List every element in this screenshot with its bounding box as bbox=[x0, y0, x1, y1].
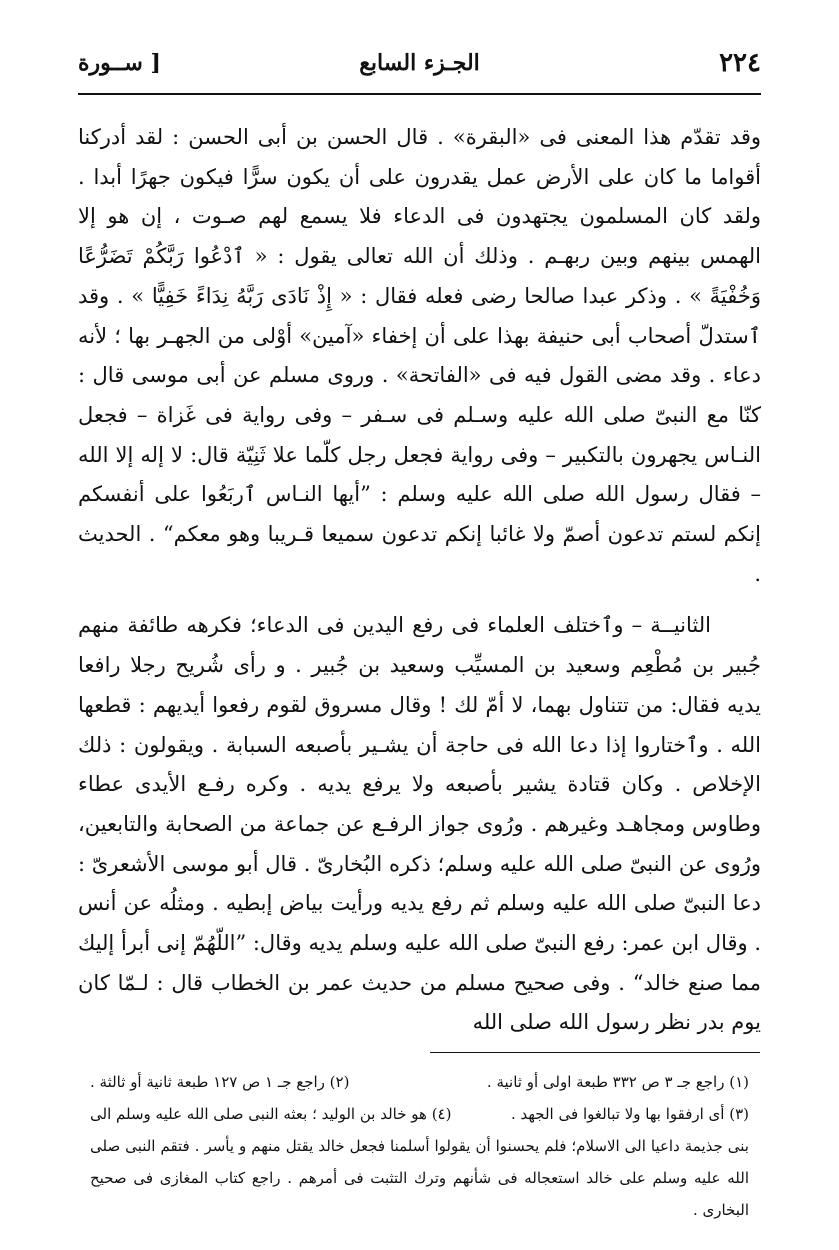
footnote-4: (٤) هو خالد بن الوليد ؛ بعثه النبى صلى الله عليه وسلم الى bbox=[90, 1105, 452, 1123]
footnote-2: (٢) راجع جـ ١ ص ١٢٧ طبعة ثانية أو ثالثة . bbox=[90, 1073, 350, 1091]
paragraph-2: الثانيــة – وٱختلف العلماء فى رفع اليدين فى الدعاء؛ فكرهه طائفة منهم جُبير بن مُطْعِم وسعيد بن المسيِّب وسعيد بن جُبير . و رأى شُريح رجلا رافعا يديه فقال: من تتناول بهما، لا أمّ لك ! وقال مسروق لقوم رفعوا أيديهم : قطعها الله . وٱختاروا إذا دعا الله فى حاجة أن يشـير بأصبعه السبابة . ويقولون : ذلك الإخلاص . وكان قتادة يشير بأصبعه ولا يرفع يديه . وكره رفـع الأيدى عطاء وطاوس ومجاهـد وغيرهم . ورُوى جواز الرفـع عن جماعة من الصحابة والتابعين، ورُوى عن النبىّ صلى الله عليه وسلم؛ ذكره البُخارىّ . قال أبو موسى الأشعرىّ : دعا النبىّ صلى الله عليه وسلم ثم رفع يديه ورأيت بياض إبطيه . ومثلُه عن أنس . وقال ابن عمر: رفع النبىّ صلى الله عليه وسلم يديه وقال: ”اللّهُمّ إنى أبرأ إليك مما صنع خالد“ . وفى صحيح مسلم من حديث عمر بن الخطاب قال : لـمّا كان يوم بدر نظر رسول الله صلى الله bbox=[78, 613, 761, 1035]
footnote-divider bbox=[430, 1052, 760, 1053]
main-text bbox=[78, 118, 761, 1043]
footnote-3: (٣) أى ارفقوا بها ولا تبالغوا فى الجهد . bbox=[510, 1105, 749, 1123]
footnote-row-2 bbox=[90, 1098, 749, 1130]
page-number: ٢٢٤ bbox=[719, 48, 761, 78]
paragraph-1: وقد تقدّم هذا المعنى فى «البقرة» . قال الحسن بن أبى الحسن : لقد أدركنا أقواما ما كان على الأرض عمل يقدرون على أن يكون سرًّا فيكون جهرًا أبدا . ولقد كان المسلمون يجتهدون فى الدعاء فلا يسمع لهم صـوت ، إن هو إلا الهمس بينهم وبين ربهـم . وذلك أن الله تعالى يقول : « ٱدْعُوا رَبَّكُمْ تَضَرُّعًا وَخُفْيَةً » . وذكر عبدا صالحا رضى فعله فقال : « إِذْ نَادَى رَبَّهُ نِدَاءً خَفِيًّا » . وقد ٱستدلّ أصحاب أبى حنيفة بهذا على أن إخفاء «آمين» أوْلى من الجهـر بها ؛ لأنه دعاء . وقد مضى القول فيه فى «الفاتحة» . وروى مسلم عن أبى موسى قال : كنّا مع النبىّ صلى الله عليه وسـلم فى سـفر – وفى رواية فى غَزاة – فجعل النـاس يجهرون بالتكبير – وفى رواية فجعل رجل كلّما علا ثَنِيّة قال: لا إله إلا الله – فقال رسول الله صلى الله عليه وسلم : ”أيها النـاس ٱربَعُوا على أنفسكم إنكم لستم تدعون أصمّ ولا غائبا إنكم تدعون سميعا قـريبا وهو معكم“ . الحديث . bbox=[78, 125, 761, 586]
footnote-row-1 bbox=[90, 1066, 749, 1098]
footnote-4-continuation: بنى جذيمة داعيا الى الاسلام؛ فلم يحسنوا أن يقولوا أسلمنا فجعل خالد يقتل منهم و يأسر . فتقم النبى صلى الله عليه وسلم على خالد استعجاله فى شأنهم وترك التثبت فى أمرهم . راجع كتاب المغازى فى صحيح البخارى . bbox=[90, 1137, 749, 1219]
footnote-1: (١) راجع جـ ٣ ص ٣٣٢ طبعة اولى أو ثانية . bbox=[486, 1073, 749, 1091]
part-title: الجـزء السابع bbox=[359, 50, 480, 76]
surah-label: [ ســورة bbox=[78, 50, 161, 76]
footnotes bbox=[90, 1066, 749, 1226]
running-header bbox=[78, 48, 761, 92]
header-divider bbox=[78, 93, 761, 95]
